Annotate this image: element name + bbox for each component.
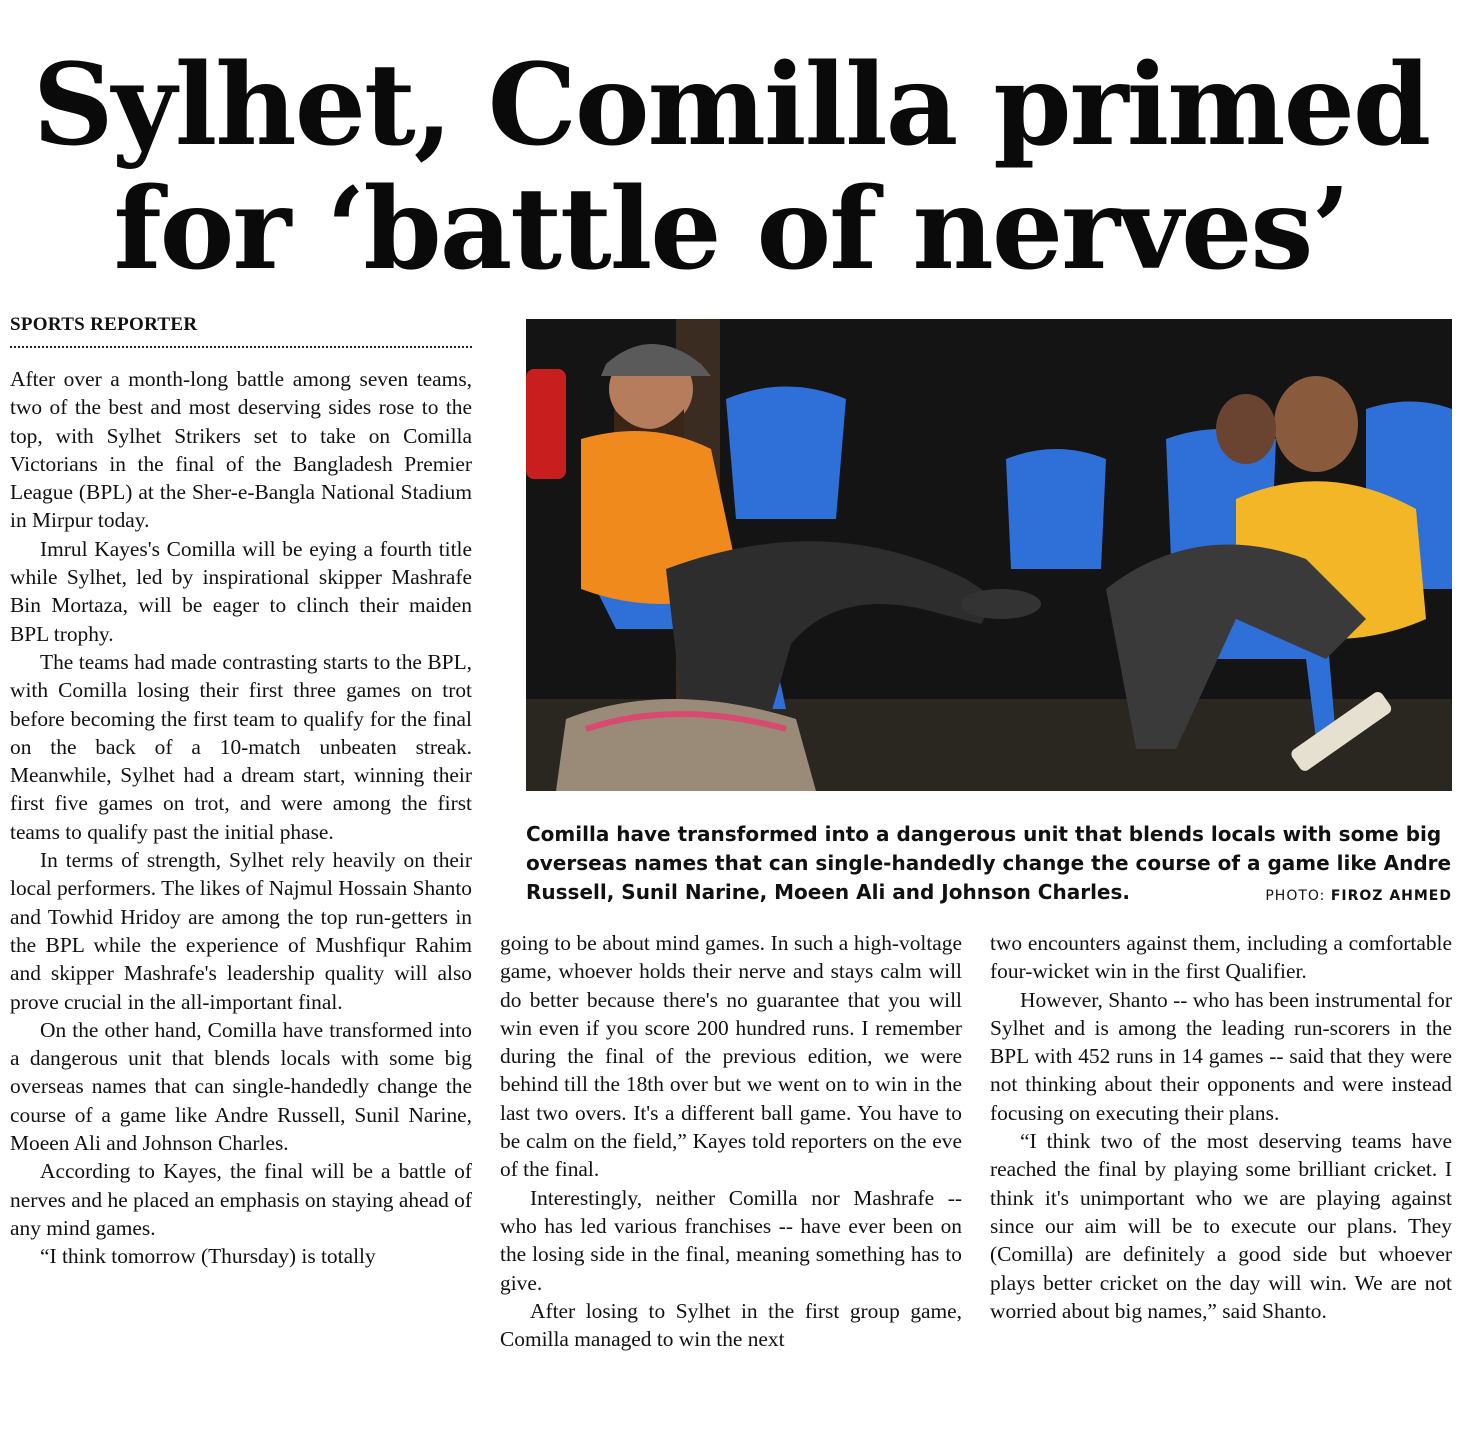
headline [10,40,1452,295]
paragraph: two encounters against them, including a comfortable four-wicket win in the first Qualifier. [990,931,1452,984]
paragraph: In terms of strength, Sylhet rely heavily on their local performers. The likes of Najmul Hossain Shanto and Towhid Hridoy are among the top run-getters in the BPL while the experience of Mushfiqur Rahim and skipper Mashrafe's leadership quality will also prove crucial in the all-important final. [10,848,472,1014]
paragraph: After losing to Sylhet in the first group game, Comilla managed to win the next [500,1298,962,1352]
headline-line-1: Sylhet, Comilla primed [32,40,1430,171]
bottle-shape [526,369,566,479]
photo-illustration [526,319,1452,791]
paragraph: Interestingly, neither Comilla nor Mashrafe -- who has led various franchises -- have ever been on the losing side in the final, meaning something has to give. [500,1185,962,1295]
headline-line-2: for ‘battle of nerves’ [113,164,1349,295]
body-column-2 [500,929,962,1353]
photo-credit [1265,888,1452,904]
photo-credit-label: PHOTO: [1265,888,1326,904]
paragraph: “I think two of the most deserving teams have reached the final by playing some brilliant cricket. I think it's unimportant who we are playing against since our aim will be to execute our plans. They (Comilla) are definitely a good side but whoever plays better cricket on the day will win. We are not worried about big names,” said Shanto. [990,1129,1452,1323]
paragraph: According to Kayes, the final will be a battle of nerves and he placed an emphasis on staying ahead of any mind games. [10,1159,472,1240]
paragraph: “I think tomorrow (Thursday) is totally [40,1244,376,1269]
news-photo [526,319,1452,791]
paragraph: However, Shanto -- who has been instrumental for Sylhet and is among the leading run-scorers in the BPL with 452 runs in 14 games -- said that they were not thinking about their opponents and were instead focusing on executing their plans. [990,987,1452,1125]
body-column-3 [990,929,1452,1325]
paragraph: The teams had made contrasting starts to the BPL, with Comilla losing their first three games on trot before becoming the first team to qualify for the final on the back of a 10-match unbeaten streak. Meanwhile, Sylhet had a dream start, winning their first five games on trot, and were among the first teams to qualify past the initial phase. [10,649,472,844]
paragraph: After over a month-long battle among seven teams, two of the best and most deserving sides rose to the top, with Sylhet Strikers set to take on Comilla Victorians in the final of the Bangladesh Premier League (BPL) at the Sher-e-Bangla National Stadium in Mirpur today. [10,367,472,533]
body-column-1 [10,365,472,1271]
photo-credit-name: FIROZ AHMED [1330,888,1452,904]
byline: SPORTS REPORTER [10,314,472,348]
photo-caption: Comilla have transformed into a dangerous unit that blends locals with some big overseas names that can single-handedly change the course of a game like Andre Russell, Sunil Narine, Moeen Ali and Johnson Charles. [526,822,1452,904]
paragraph: going to be about mind games. In such a high-voltage game, whoever holds their nerve and stays calm will do better because there's no guarantee that you will win even if you score 200 hundred runs. I remember during the final of the previous edition, we were behind till the 18th over but we went on to win in the last two overs. It's a different ball game. You have to be calm on the field,” Kayes told reporters on the eve of the final. [500,931,962,1182]
paragraph: Imrul Kayes's Comilla will be eying a fourth title while Sylhet, led by inspirational skipper Mashrafe Bin Mortaza, will be eager to clinch their maiden BPL trophy. [10,536,472,646]
paragraph: On the other hand, Comilla have transformed into a dangerous unit that blends locals with some big overseas names that can single-handedly change the course of a game like Andre Russell, Sunil Narine, Moeen Ali and Johnson Charles. [10,1017,472,1156]
